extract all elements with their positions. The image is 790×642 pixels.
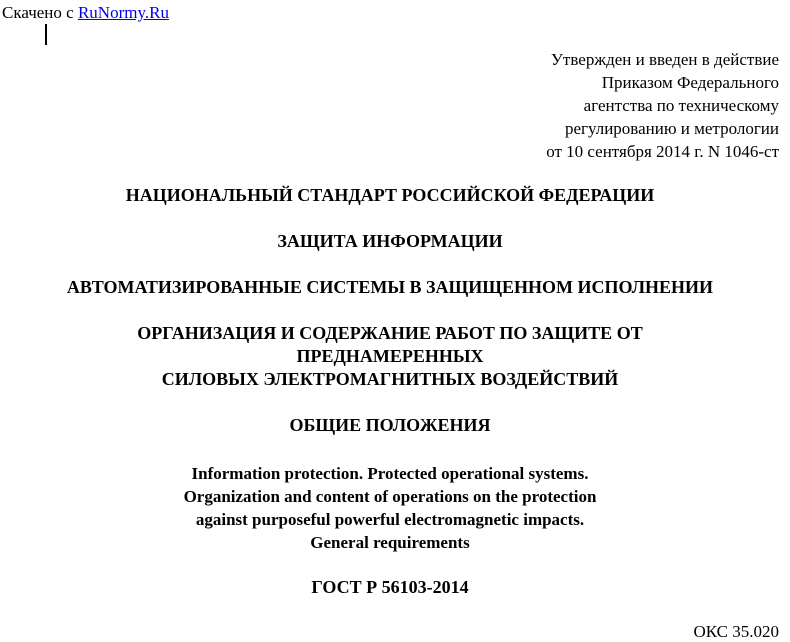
approval-line: агентства по техническому bbox=[583, 96, 779, 115]
organization-heading-line: ОРГАНИЗАЦИЯ И СОДЕРЖАНИЕ РАБОТ ПО ЗАЩИТЕ ОТ bbox=[137, 323, 643, 343]
english-title bbox=[0, 462, 785, 554]
oks-code: ОКС 35.020 bbox=[693, 622, 779, 641]
gost-number: ГОСТ Р 56103-2014 bbox=[311, 577, 469, 597]
organization-heading-line: СИЛОВЫХ ЭЛЕКТРОМАГНИТНЫХ ВОЗДЕЙСТВИЙ bbox=[161, 369, 619, 389]
automated-systems-heading: АВТОМАТИЗИРОВАННЫЕ СИСТЕМЫ В ЗАЩИЩЕННОМ ИСПОЛНЕНИИ bbox=[66, 277, 714, 297]
approval-line: от 10 сентября 2014 г. N 1046-ст bbox=[546, 142, 779, 161]
approval-line: регулированию и метрологии bbox=[564, 119, 779, 138]
information-protection-heading: ЗАЩИТА ИНФОРМАЦИИ bbox=[277, 231, 503, 251]
english-title-line: General requirements bbox=[310, 533, 470, 552]
approval-line: Утвержден и введен в действие bbox=[550, 50, 779, 69]
approval-block bbox=[546, 48, 779, 163]
approval-line: Приказом Федерального bbox=[601, 73, 779, 92]
national-standard-heading: НАЦИОНАЛЬНЫЙ СТАНДАРТ РОССИЙСКОЙ ФЕДЕРАЦИИ bbox=[125, 185, 655, 205]
source-line bbox=[2, 3, 169, 23]
english-title-line: Information protection. Protected operational systems. bbox=[191, 464, 589, 483]
english-title-line: against purposeful powerful electromagnetic impacts. bbox=[195, 510, 585, 529]
organization-heading-line: ПРЕДНАМЕРЕННЫХ bbox=[296, 346, 484, 366]
source-prefix: Скачено с bbox=[2, 3, 78, 22]
text-cursor bbox=[45, 24, 47, 45]
english-title-line: Organization and content of operations on the protection bbox=[183, 487, 597, 506]
general-provisions-heading: ОБЩИЕ ПОЛОЖЕНИЯ bbox=[289, 415, 491, 435]
source-link[interactable]: RuNormy.Ru bbox=[77, 3, 169, 22]
organization-heading bbox=[0, 322, 785, 391]
